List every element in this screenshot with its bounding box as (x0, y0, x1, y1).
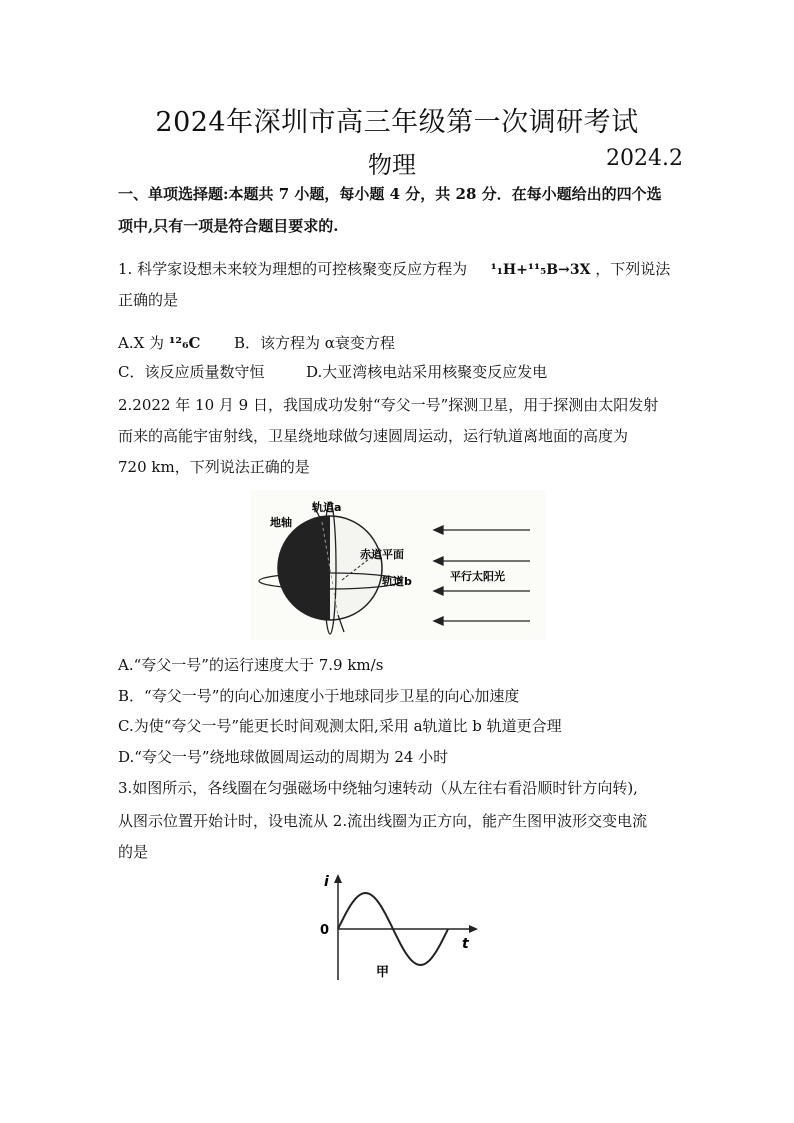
question-1-text-tail: ，下列说法 (595, 260, 671, 278)
exam-title: 2024年深圳市高三年级第一次调研考试 (155, 107, 639, 138)
question-3-line-2: 从图示位置开始计时，设电流从 2.流出线圈为正方向，能产生图甲波形交变电流 (118, 812, 648, 830)
exam-date: 2024.2 (606, 146, 683, 171)
fusion-equation: ¹₁H+¹¹₅B→3X (490, 262, 591, 278)
label-sunlight: 平行太阳光 (450, 570, 505, 583)
question-2-option-b: B．“夸父一号”的向心加速度小于地球同步卫星的向心加速度 (118, 687, 520, 705)
section-heading-line-1: 一、单项选择题:本题共 7 小题，每小题 4 分，共 28 分．在每小题给出的四个选 (118, 185, 662, 203)
question-2-option-a: A.“夸父一号”的运行速度大于 7.9 km/s (118, 656, 384, 674)
question-1-option-a (118, 333, 201, 353)
question-2-option-d: D.“夸父一号”绕地球做圆周运动的周期为 24 小时 (118, 748, 449, 766)
label-equatorial-plane: 赤道平面 (360, 548, 404, 561)
option-a-text: A.X 为 (118, 334, 165, 352)
label-orbit-b: 轨道b (382, 575, 412, 588)
x-axis-arrow (469, 925, 478, 933)
earth-orbit-figure (250, 490, 546, 640)
question-2-line-3: 720 km，下列说法正确的是 (118, 458, 310, 476)
question-2-line-2: 而来的高能宇宙射线，卫星绕地球做匀速圆周运动，运行轨道离地面的高度为 (118, 427, 629, 445)
question-1-option-b: B．该方程为 α衰变方程 (234, 334, 395, 352)
question-1-option-c: C．该反应质量数守恒 (118, 363, 265, 381)
y-axis-arrow (334, 874, 342, 883)
x-axis-label: t (462, 936, 469, 952)
question-2-option-c: C.为使“夸父一号”能更长时间观测太阳,采用 a轨道比 b 轨道更合理 (118, 717, 562, 735)
waveform-graph-jia (312, 868, 482, 988)
label-orbit-a: 轨道a (312, 501, 342, 514)
question-3-line-1: 3.如图所示，各线圈在匀强磁场中绕轴匀速转动（从左往右看沿顺时针方向转), (118, 779, 638, 797)
question-1-line-1 (118, 259, 670, 280)
question-2-line-1: 2.2022 年 10 月 9 日，我国成功发射“夸父一号”探测卫星，用于探测由太阳发射 (118, 396, 659, 414)
origin-label: 0 (320, 923, 330, 938)
y-axis-label: i (324, 874, 329, 890)
section-heading-line-2: 项中,只有一项是符合题目要求的. (118, 217, 339, 235)
label-earth-axis: 地轴 (270, 516, 292, 529)
subject-title: 物理 (368, 151, 416, 179)
graph-caption: 甲 (376, 965, 390, 980)
question-1-option-d: D.大亚湾核电站采用核聚变反应发电 (306, 363, 548, 381)
question-1-text: 1. 科学家设想未来较为理想的可控核聚变反应方程为 (118, 260, 468, 278)
carbon-symbol: ¹²₆C (168, 334, 201, 352)
question-1-line-2: 正确的是 (118, 291, 179, 309)
question-3-line-3: 的是 (118, 843, 149, 861)
earth (278, 516, 382, 620)
